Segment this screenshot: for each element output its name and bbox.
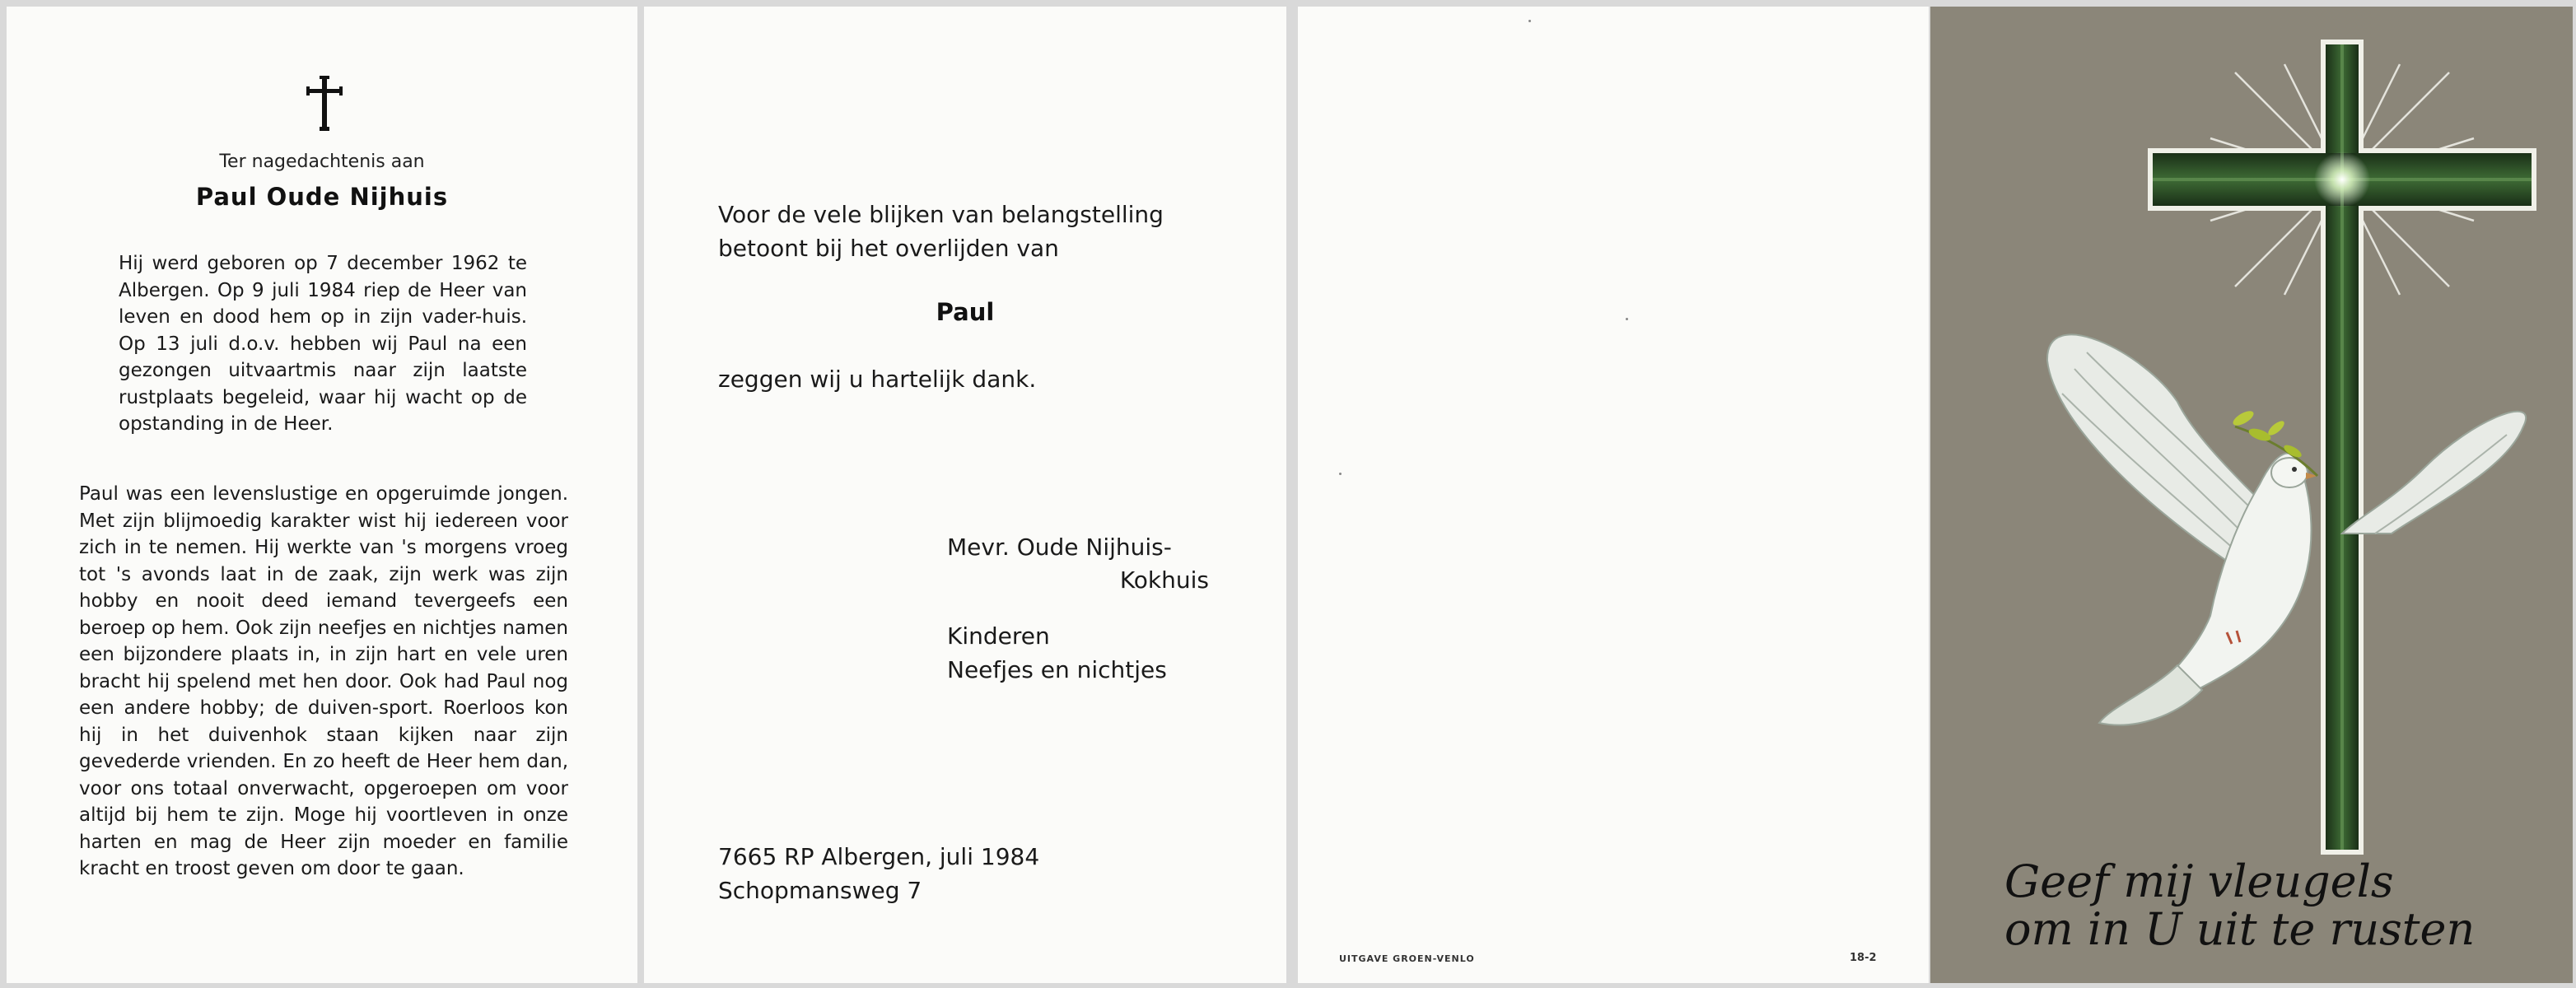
- verse-line: om in U uit te rusten: [2004, 903, 2476, 955]
- deceased-name: Paul Oude Nijhuis: [195, 183, 449, 211]
- verse-line: Geef mij vleugels: [2004, 855, 2394, 907]
- memorial-text-panel: [7, 7, 637, 983]
- card-code: 18-2: [1850, 952, 1877, 964]
- thanks-closing: zeggen wij u hartelijk dank.: [718, 366, 1037, 393]
- dedication-line: Ter nagedachtenis aan: [219, 151, 425, 172]
- dove-with-olive-branch-icon: [2047, 334, 2526, 725]
- paper-speck: [1626, 318, 1628, 320]
- signer-line: Mevr. Oude Nijhuis-: [947, 534, 1172, 561]
- latin-cross-icon: [300, 74, 349, 133]
- front-cover-panel: [1930, 7, 2573, 983]
- signer-family: [947, 619, 1167, 687]
- signer-line: Neefjes en nichtjes: [947, 656, 1167, 683]
- signer-line: Kokhuis: [1119, 566, 1209, 594]
- biography-paragraph: Hij werd geboren op 7 december 1962 te Albergen. Op 9 juli 1984 riep de Heer van leven en dood hem op in zijn vader-huis. Op 13 juli d.o.v. hebben wij Paul na een gezongen uitvaartmis naar zijn laatste rustplaats begeleid, waar hij wacht op de opstanding in de Heer.: [119, 253, 527, 435]
- publisher-imprint: UITGAVE GROEN-VENLO: [1339, 953, 1475, 964]
- front-illustration: [1930, 7, 2573, 863]
- thanks-deceased-name: Paul: [936, 298, 995, 326]
- address-line: 7665 RP Albergen, juli 1984: [718, 843, 1040, 870]
- tribute-paragraph: Paul was een levenslustige en opgeruimde jongen. Met zijn blijmoedig karakter wist hij iedereen voor zich in te nemen. Hij werkte van 's morgens vroeg tot 's avonds laat in de zaak, zijn werk was zijn hobby en nooit deed iemand tevergeefs een beroep op hem. Ook zijn neefjes en nichtjes namen een bijzondere plaats in, in zijn hart en vele uren bracht hij spelend met hen door. Ook had Paul nog een andere hobby; de duiven-sport. Roerloos kon hij in het duivenhok staan kijken naar zijn gevederde vrienden. En zo heeft de Heer hem dan, voor ons totaal onverwacht, opgeroepen om voor altijd bij hem te zijn. Moge hij voortleven in onze harten en mag de Heer zijn moeder en familie kracht en troost geven om door te gaan.: [79, 483, 568, 879]
- address-block: [718, 840, 1039, 907]
- thanks-intro: Voor de vele blijken van belangstelling betoont bij het overlijden van: [718, 201, 1164, 262]
- thank-you-panel: [644, 7, 1286, 983]
- paper-speck: [1339, 473, 1342, 475]
- address-line: Schopmansweg 7: [718, 877, 922, 904]
- blank-back-panel: [1298, 7, 1929, 983]
- verse-text: [2004, 855, 2476, 955]
- paper-speck: [1528, 20, 1531, 22]
- signer-line: Kinderen: [947, 622, 1050, 650]
